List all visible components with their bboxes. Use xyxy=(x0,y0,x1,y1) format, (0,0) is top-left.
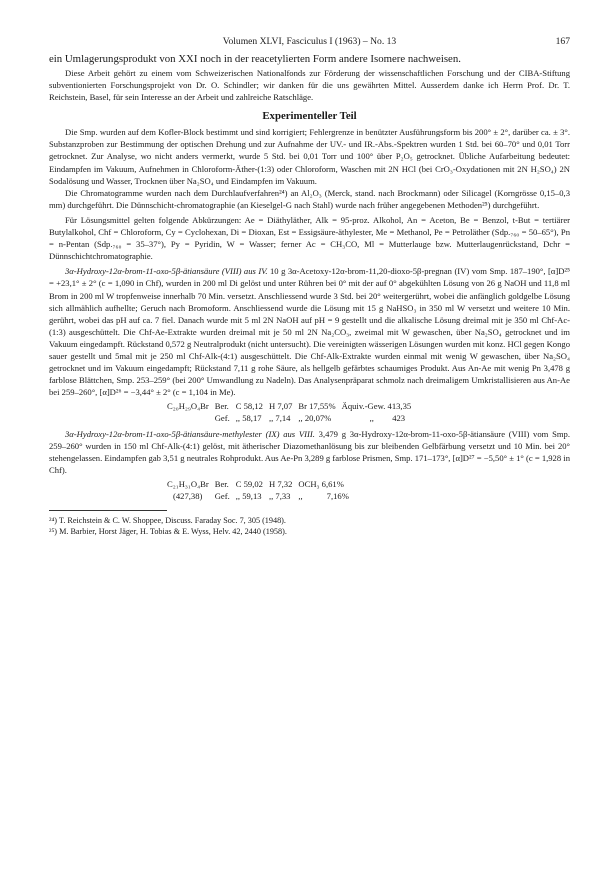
analysis-cell: Br 17,55% xyxy=(298,401,336,412)
running-title: Volumen XLVI, Fasciculus I (1963) – No. 13 xyxy=(222,36,397,47)
analysis-cell: ,, 7,33 xyxy=(268,491,291,501)
journal-page xyxy=(49,36,570,538)
section-heading: Experimenteller Teil xyxy=(262,110,357,123)
acknowledgement-paragraph: Diese Arbeit gehört zu einem vom Schweizerischen Nationalfonds zur Förderung der wissenschaftlichen Forschung und der CIBA-Stiftung subventionierten Forschungsprojekt von Dr. O. Schindler; wir danken für die uns gewährten Mittel. Ausserdem danke ich Herrn Prof. Dr. T. Reichstein, Basel, für sein Interesse an der Arbeit und zahlreiche Ratschläge. xyxy=(49,68,570,103)
analysis-cell: ,, xyxy=(369,413,374,424)
methods-paragraph: Die Smp. wurden auf dem Kofler-Block bestimmt und sind korrigiert; Fehlergrenze in benützter Ausführungsform bis 200° ± 2°, darüber ca. ± 3°. Substanzproben zur Bestimmung der optischen Drehung und zur Aufnahme der UV.- und IR.-Abs.-Spektren wurden 1 Std. bei 60–70° und 0,01 Torr getrocknet. Zur Analyse, wo nicht anders vermerkt, wurde 5 Std. bei 0,01 Torr und 100° über P₂O₅ getrocknet. Übliche Aufarbeitung bedeutet: Eindampfen im Vakuum, Aufnehmen in Chloroform-Äther-(1:3) oder Chloroform, Waschen mit 2N HCl (bei CrO₃-Oxydationen mit 2N H₂SO₄) 2N Sodalösung und Wasser, Trocknen über Na₂SO₄ und Eindampfen im Vakuum. xyxy=(49,127,570,186)
elemental-analysis-viii xyxy=(167,400,570,424)
footnote-24: ²⁴) T. Reichstein & C. W. Shoppee, Discuss. Faraday Soc. 7, 305 (1948). xyxy=(49,516,286,526)
analysis-cell: ,, 59,13 xyxy=(235,491,262,501)
abbreviations-paragraph: Für Lösungsmittel gelten folgende Abkürzungen: Ae = Diäthyläther, Alk = 95-proz. Alkohol, An = Aceton, Be = Benzol, t-But = tertiärer Butylalkohol, Chf = Chloroform, Cy = Cyclohexan, Di = Dioxan, Est = Essigsäure-äthylester, Me = Methanol, Pe = Petroläther (Sdp.₇₆₀ = 50–65°), Pn = n-Pentan (Sdp.₇₆₀ = 35–37°), Py = Pyridin, W = Wasser; ferner Ac = CH₃CO, Ml = Mutterlauge bzw. Mutterlaugenrückstand, Dchr = Dünnschichtchromatographie. xyxy=(49,214,570,262)
analysis-cell: ,, 20,07% xyxy=(298,413,332,424)
analysis-mass: (427,38) xyxy=(173,491,203,501)
procedure-viii xyxy=(49,265,570,398)
running-header xyxy=(49,36,570,52)
procedure-ix xyxy=(49,428,570,476)
analysis-cell: C 59,02 xyxy=(235,478,263,489)
analysis-formula: C₂₁H₃₁O₄Br xyxy=(167,478,209,489)
analysis-cell: Gef. xyxy=(214,413,230,424)
analysis-cell: Äquiv.-Gew. 413,35 xyxy=(341,401,412,412)
analysis-cell: ,, xyxy=(298,491,303,501)
procedure-viii-body: 10 g 3α-Acetoxy-12α-brom-11,20-dioxo-5β-pregnan (IV) vom Smp. 187–190°, [α]D²⁵ = +23,1° ± 2° (c = 1,090 in Chf), wurden in 200 ml Di gelöst und unter Rühren bei 0° mit der auf 0° abgekühlten Lösung von 26 g NaOH und 11,8 ml Brom in 200 ml W tropfenweise innerhalb 70 Min. versetzt. Anschliessend wurde 3 Std. bei 20° weitergerührt, wobei die anfänglich goldgelbe Lösung sich allmählich aufhellte; Geruch nach Bromoform. Anschliessend wurde die Lösung mit 15 g NaHSO₃ in 350 ml W versetzt und weitere 10 Min. gerührt, wobei das pH auf ca. 7 fiel. Danach wurde mit 5 ml 2N NaOH auf pH = 9 gestellt und die alkalische Lösung dreimal mit je 350 ml Chf-Ac-(1:3) ausgeschüttelt. Die Chf-Ae-Extrakte wurden dreimal mit je 50 ml 2N Na₂CO₃, zweimal mit W gewaschen, über Na₂SO₄ getrocknet und im Vakuum eingedampft. Rückstand 0,572 g Neutralprodukt (nicht untersucht). Die vereinigten wässerigen Lösungen wurden mit konz. HCl gegen Kongo sauer gestellt und 5mal mit je 250 ml Chf-Alk-(4:1) ausgeschüttelt. Die Chf-Alk-Extrakte wurden einmal mit wenig W gewaschen, über Na₂SO₄ getrocknet und im Vakuum eingedampft; Rückstand 7,11 g rohe Säure, als hellgelb gefärbtes schaumiges Produkt. Aus An-Ae mit wenig Pn 3,478 g farblose Blättchen, Smp. 253–259° (bei 200° Umwandlung zu Nadeln). Das Analysenpräparat schmolz nach dreimaligem Umkristallisieren aus An-Ae bei 259–260°, [α]D²⁶ = −3,44° ± 2° (c = 1,104 in Me). xyxy=(49,266,571,398)
footnote-25: ²⁵) M. Barbier, Horst Jäger, H. Tobias & E. Wyss, Helv. 42, 2440 (1958). xyxy=(49,527,287,537)
footnote-rule xyxy=(49,510,167,511)
analysis-cell: 423 xyxy=(392,413,406,424)
analysis-cell: H 7,07 xyxy=(268,401,293,412)
analysis-cell: Gef. xyxy=(214,491,230,501)
analysis-cell: ,, 7,14 xyxy=(268,413,291,424)
analysis-formula: C₂₀H₂₉O₄Br xyxy=(167,401,209,412)
page-number: 167 xyxy=(555,36,570,47)
analysis-cell: OCH₃ 6,61% xyxy=(298,478,344,489)
procedure-ix-title: 3α-Hydroxy-12α-brom-11-oxo-5β-ätiansäure-methylester (IX) aus VIII. xyxy=(65,428,315,439)
analysis-cell: ,, 58,17 xyxy=(235,413,262,424)
chromatography-paragraph: Die Chromatogramme wurden nach dem Durchlaufverfahren²⁴) an Al₂O₃ (Merck, stand. nach Brockmann) oder Silicagel (Korngrösse 0,15–0,3 mm) durchgeführt. Die Dünnschicht-chromatographie (an Kieselgel-G nach Stahl) wurde nach früher angegebenen Methoden²⁵) durchgeführt. xyxy=(49,187,570,210)
analysis-cell: 7,16% xyxy=(326,491,349,501)
elemental-analysis-ix xyxy=(167,478,570,502)
procedure-viii-title: 3α-Hydroxy-12α-brom-11-oxo-5β-ätiansäure (VIII) aus IV. xyxy=(65,266,268,277)
procedure-ix-body: 3,479 g 3α-Hydroxy-12α-brom-11-oxo-5β-ätiansäure (VIII) vom Smp. 259–260° wurden in 150 ml Chf-Alk-(4:1) gelöst, mit ätherischer Diazomethanlösung bis zur bleibenden Gelbfärbung versetzt und 10 Min. bei 20° stehengelassen. Eindampfen gab 3,51 g neutrales Rohprodukt. Aus Ae-Pn 3,289 g farblose Prismen, Smp. 171–173°, [α]D²⁷ = −5,50° ± 1° (c = 1,928 in Chf). xyxy=(49,428,570,475)
analysis-cell: Ber. xyxy=(214,478,229,489)
paragraph-continuation: ein Umlagerungsprodukt von XXI noch in der reacetylierten Form andere Isomere nachweisen. xyxy=(49,53,461,65)
analysis-cell: C 58,12 xyxy=(235,401,263,412)
analysis-cell: Ber. xyxy=(214,401,229,412)
analysis-cell: H 7,32 xyxy=(268,478,293,489)
